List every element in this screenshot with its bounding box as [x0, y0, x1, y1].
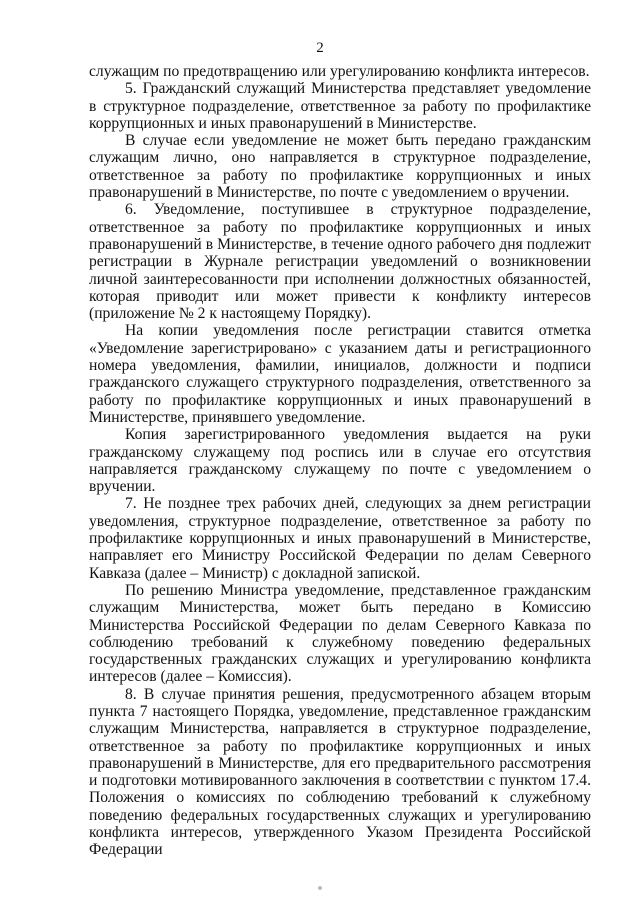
paragraph-item-7-commission: По решению Министра уведомление, представленное гражданским служащим Министерства, может быть передано в Комиссию Министерства Российской Федерации по делам Северного Кавказа по соблюдению требований к служебному поведению федеральных государственных гражданских служащих и урегулированию конфликта интересов (далее – Комиссия).: [89, 581, 591, 686]
paragraph-item-6: 6. Уведомление, поступившее в структурное подразделение, ответственное за работу по профилактике коррупционных и иных правонарушений в Министерстве, в течение одного рабочего дня подлежит регистрации в Журнале регистрации уведомлений о возникновении личной заинтересованности при исполнении должностных обязанностей, которая приводит или может привести к конфликту интересов (приложение № 2 к настоящему Порядку).: [89, 201, 591, 323]
paragraph-item-6-copy: Копия зарегистрированного уведомления выдается на руки гражданскому служащему под роспись или в случае его отсутствия направляется гражданскому служащему по почте с уведомлением о вручении.: [89, 426, 591, 496]
paragraph-item-5: 5. Гражданский служащий Министерства представляет уведомление в структурное подразделение, ответственное за работу по профилактике коррупционных и иных правонарушений в Министерстве.: [89, 80, 591, 132]
paragraph-item-5-mail: В случае если уведомление не может быть передано гражданским служащим лично, оно направляется в структурное подразделение, ответственное за работу по профилактике коррупционных и иных правонарушений в Министерстве, по почте с уведомлением о вручении.: [89, 132, 591, 202]
scan-dot: [318, 886, 322, 890]
document-body: [89, 63, 591, 859]
paragraph-continuation: служащим по предотвращению или урегулированию конфликта интересов.: [89, 63, 590, 80]
paragraph-item-7: 7. Не позднее трех рабочих дней, следующих за днем регистрации уведомления, структурное подразделение, ответственное за работу по профилактике коррупционных и иных правонарушений в Министерстве, направляет его Министру Российской Федерации по делам Северного Кавказа (далее – Министр) с докладной запиской.: [89, 495, 591, 582]
paragraph-item-8: 8. В случае принятия решения, предусмотренного абзацем вторым пункта 7 настоящего Порядка, уведомление, представленное гражданским служащим Министерства, направляется в структурное подразделение, ответственное за работу по профилактике коррупционных и иных правонарушений в Министерстве, для его предварительного рассмотрения и подготовки мотивированного заключения в соответствии с пунктом 17.4. Положения о комиссиях по соблюдению требований к служебному поведению федеральных государственных служащих и урегулированию конфликта интересов, утвержденного Указом Президента Российской Федерации: [89, 685, 591, 859]
paragraph-item-6-mark: На копии уведомления после регистрации ставится отметка «Уведомление зарегистрировано» с указанием даты и регистрационного номера уведомления, фамилии, инициалов, должности и подписи гражданского служащего структурного подразделения, ответственного за работу по профилактике коррупционных и иных правонарушений в Министерстве, принявшего уведомление.: [89, 322, 591, 426]
page-number: 2: [316, 40, 324, 56]
